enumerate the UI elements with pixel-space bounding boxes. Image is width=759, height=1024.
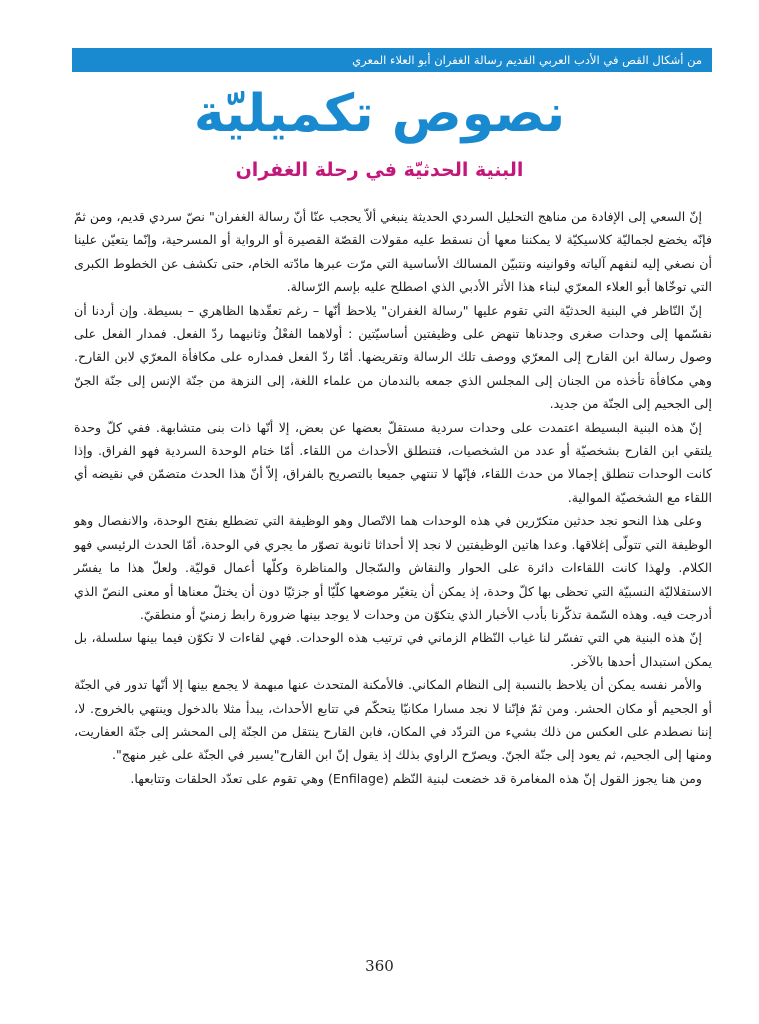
paragraph: ومن هنا يجوز القول إنّ هذه المغامرة قد خضعت لبنية النّظم (Enfilage) وهي تقوم على تعدّد الحلقات وتتابعها.: [130, 770, 702, 786]
paragraph: وعلى هذا النحو نجد حدثين متكرّرين في هذه الوحدات هما الاتّصال وهو الوظيفة التي تضطلع بفتح الوحدة، والانفصال وهو الوظيفة التي تتولّى إغلاقها. وعدا هاتين الوظيفتين لا نجد إلا أحداثا ثانوية تصوّر ما يجري في الوحدة، أمّا الحدث الرئيسي فهو الكلام. ولهذا كانت اللقاءات دائرة على الحوار والنقاش والسّجال والمناظرة وكلّها أعمال قوليّة. ولعلّ هذا ما يفسّر الاستقلاليّة النسبيّة التي تحظى بها كلّ وحدة، إذ يمكن أن يتغيّر موضعها كلّيّا أو جزئيّا دون أن يختلّ معناها أو معنى النصّ الذي أدرجت فيه. وهذه السّمة تذكّرنا بأدب الأخبار الذي يتكوّن من وحدات لا يوجد بينها ضرورة رابط زمنيّ أو منطقيّ.: [74, 513, 712, 622]
page-number: 360: [365, 957, 394, 975]
paragraph: والأمر نفسه يمكن أن يلاحظ بالنسبة إلى النظام المكاني. فالأمكنة المتحدث عنها مبهمة لا يجمع بينها إلا أنّها تدور في الجنّة أو الجحيم أو مكان الحشر. ومن ثمّ فإنّنا لا نجد مسارا مكانيّا يتحكّم في تتابع الأحداث، يبدأ مثلا بالدخول وينتهي بالخروج. لا، إننا نصطدم على العكس من ذلك بشيء من التردّد في المكان، فابن القارح ينتقل من الجنّة إلى المحشر إلى جنّة العفاريت، ومنها إلى الجحيم، ثم يعود إلى جنّة الجنّ. ويصرّح الراوي بذلك إذ يقول إنّ ابن القارح"يسير في الجنّة على غير منهج".: [74, 677, 712, 763]
running-header-band: [72, 48, 712, 72]
section-subtitle: البنية الحدثيّة في رحلة الغفران: [235, 159, 524, 181]
paragraph: إنّ النّاظر في البنية الحدثيّة التي تقوم عليها "رسالة الغفران" يلاحظ أنّها – رغم تعقّدها الظاهري – بسيطة. وإن أردنا أن نقسّمها إلى وحدات صغرى وجدناها تنهض على وظيفتين أساسيّتين : أولاهما الفعْلُ وثانيهما ردّ الفعل. فمدار الفعل على وصول رسالة ابن القارح إلى المعرّي ووصف تلك الرسالة وتقريضها. أمّا ردّ الفعل فمداره على مكافأة المعرّي لابن القارح. وهي مكافأة تأخذه من الجنان إلى المجلس الذي جمعه بالندمان من علماء اللغة، إلى النزهة من جنّة الإنس إلى جنّة الجنّ إلى الجحيم إلى الجنّة من جديد.: [74, 302, 712, 412]
paragraph: إنّ السعي إلى الإفادة من مناهج التحليل السردي الحديثة ينبغي ألاّ يحجب عنّا أنّ رسالة الغفران" نصّ سردي قديم، ومن ثمّ فإنّه يخضع لجماليّة كلاسيكيّة لا يمكننا معها أن نسقط عليه مقولات القصّة القصيرة أو الرواية أو المسرحية، وإنّما يتعيّن علينا أن نصغي إليه لنفهم آلياته وقوانينه ونتبيّن المسالك الأساسية التي مرّت عبرها مادّته الخام، حتى تكشف عن الخطوط الكبرى التي توخّاها أبو العلاء المعرّي لبناء هذا الأثر الأدبي الذي اصطلح عليه بإسم الرّسالة.: [74, 209, 712, 295]
paragraph: إنّ هذه البنية البسيطة اعتمدت على وحدات سردية مستقلّ بعضها عن بعض، إلا أنّها ذات بنى متشابهة. ففي كلّ وحدة يلتقي ابن القارح بشخصيّة أو عدد من الشخصيات، فتنطلق الأحداث من اللقاء. أمّا ختام الوحدة السردية فهو الفراق. وإذا كانت الوحدات تنطلق إجمالا من حدث اللقاء، فإنّها لا تنتهي جميعا بالتصريح بالفراق، إلاّ أنّ هذا الحدث متضمّن في نقيضه أي اللقاء مع الشخصيّة الموالية.: [74, 419, 712, 505]
paragraph: إنّ هذه البنية هي التي تفسّر لنا غياب النّظام الزماني في ترتيب هذه الوحدات. فهي لقاءات لا تكوّن فيما بينها سلسلة، بل يمكن استبدال أحدها بالآخر.: [74, 630, 712, 669]
page-title: نصوص تكميليّة: [193, 84, 566, 144]
running-header-title: من أشكال القص في الأدب العربي القديم رسالة الغفران أبو العلاء المعري: [352, 53, 702, 67]
article-body: [74, 205, 712, 790]
